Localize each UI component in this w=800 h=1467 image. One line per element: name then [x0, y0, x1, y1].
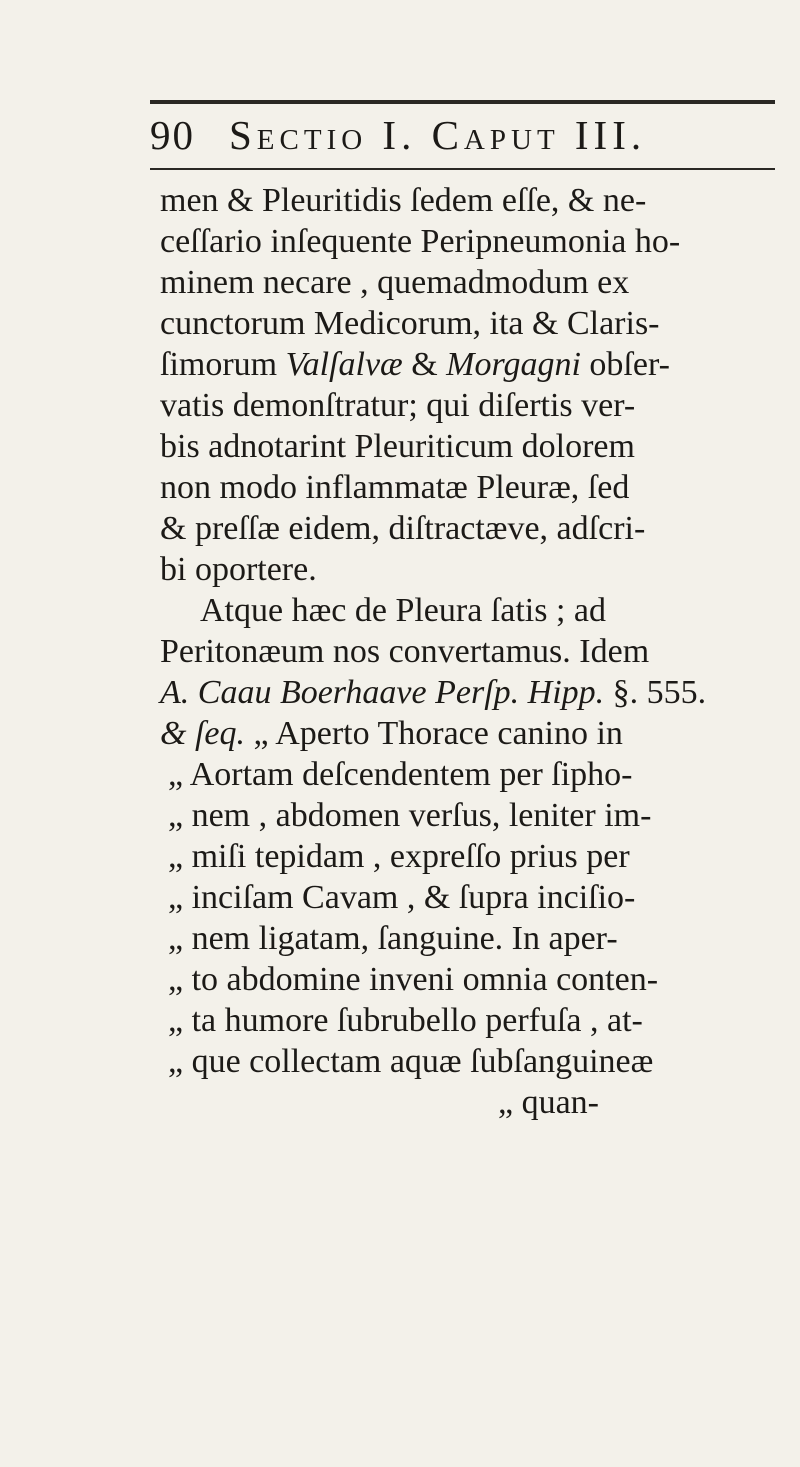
author-name-valsalva: Valſalvæ [285, 346, 403, 383]
text-line [160, 344, 780, 385]
quoted-line: „ ta humore ſubrubello perfuſa , at- [168, 1002, 643, 1039]
quoted-line: „ Aortam deſcendentem per ſipho- [168, 756, 633, 793]
text-line [160, 713, 780, 754]
citation-seq: & ſeq. [160, 715, 245, 752]
text-segment: ſimorum [160, 346, 286, 383]
text-line: vatis demonſtratur; qui diſertis ver- [160, 387, 636, 424]
citation-reference: A. Caau Boerhaave Perſp. Hipp. [160, 674, 605, 711]
quoted-line: „ to abdomine inveni omnia conten- [168, 961, 659, 998]
text-line: cunctorum Medicorum, ita & Claris- [160, 305, 660, 342]
text-line: non modo inflammatæ Pleuræ, ſed [160, 469, 630, 506]
text-segment: „ Aperto Thorace canino in [244, 715, 623, 752]
header-rule [150, 168, 775, 170]
text-segment: & [402, 346, 447, 383]
text-segment: §. 555. [604, 674, 707, 711]
page-header [150, 105, 770, 165]
text-line: ceſſario inſequente Peripneumonia ho- [160, 223, 681, 260]
author-name-morgagni: Morgagni [446, 346, 581, 383]
quoted-line: „ nem , abdomen verſus, leniter im- [168, 797, 652, 834]
text-line: bi oportere. [160, 551, 317, 588]
text-line: minem necare , quemadmodum ex [160, 264, 630, 301]
quoted-line: „ miſi tepidam , expreſſo prius per [168, 838, 630, 875]
text-line: & preſſæ eidem, diſtractæve, adſcri- [160, 510, 646, 547]
top-rule [150, 100, 775, 104]
quoted-line: „ nem ligatam, ſanguine. In aper- [168, 920, 618, 957]
body-text [160, 180, 780, 1123]
text-line: Peritonæum nos convertamus. Idem [160, 633, 650, 670]
text-line: bis adnotarint Pleuriticum dolorem [160, 428, 635, 465]
text-line: men & Pleuritidis ſedem eſſe, & ne- [160, 182, 647, 219]
text-segment: obſer- [580, 346, 670, 383]
running-title: Sectio I. Caput III. [229, 112, 647, 158]
text-line [160, 672, 780, 713]
quoted-line: „ que collectam aquæ ſubſanguineæ [168, 1043, 654, 1080]
paragraph-start-line: Atque hæc de Pleura ſatis ; ad [200, 592, 607, 629]
catchword: „ quan- [498, 1084, 600, 1121]
quoted-line: „ inciſam Cavam , & ſupra inciſio- [168, 879, 636, 916]
page-number: 90 [150, 112, 195, 158]
